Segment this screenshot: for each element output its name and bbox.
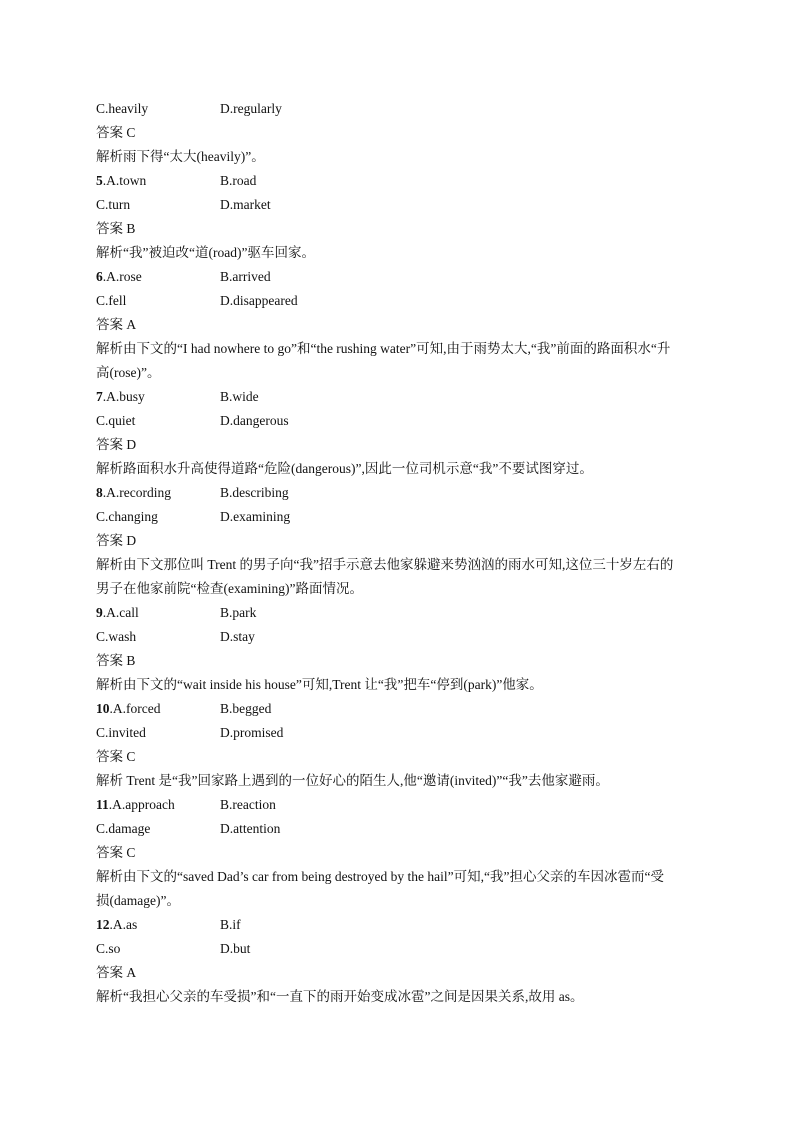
option-b: B.park xyxy=(220,605,257,620)
option-row xyxy=(96,385,706,409)
option-c: C.quiet xyxy=(96,413,136,428)
document-page xyxy=(96,97,706,1009)
option-c: C.wash xyxy=(96,629,137,644)
option-c: C.fell xyxy=(96,293,127,308)
analysis-line: 男子在他家前院“检查(examining)”路面情况。 xyxy=(96,581,363,596)
analysis-line: 解析雨下得“太大(heavily)”。 xyxy=(96,149,265,164)
option-c: C.changing xyxy=(96,509,158,524)
option-b: B.wide xyxy=(220,389,259,404)
option-b: B.if xyxy=(220,917,241,932)
option-b: B.arrived xyxy=(220,269,271,284)
question-number: 5 xyxy=(96,173,103,188)
option-d: D.dangerous xyxy=(220,413,289,428)
option-a: 12.A.as xyxy=(96,917,138,932)
option-row xyxy=(96,169,706,193)
answer-line: 答案 A xyxy=(96,317,137,332)
answer-line: 答案 D xyxy=(96,533,137,548)
option-a: 9.A.call xyxy=(96,605,139,620)
option-c: C.so xyxy=(96,941,121,956)
analysis-line: 解析“我担心父亲的车受损”和“一直下的雨开始变成冰雹”之间是因果关系,故用 as。 xyxy=(96,989,584,1004)
analysis-line: 解析由下文的“wait inside his house”可知,Trent 让“我”把车“停到(park)”他家。 xyxy=(96,677,543,692)
option-a: 6.A.rose xyxy=(96,269,142,284)
answer-line: 答案 D xyxy=(96,437,137,452)
option-c: C.turn xyxy=(96,197,131,212)
option-d: D.regularly xyxy=(220,101,282,116)
question-number: 11 xyxy=(96,797,109,812)
option-row xyxy=(96,937,706,961)
option-row xyxy=(96,625,706,649)
question-number: 10 xyxy=(96,701,110,716)
option-b: B.road xyxy=(220,173,257,188)
option-d: D.attention xyxy=(220,821,281,836)
option-row xyxy=(96,97,706,121)
option-row xyxy=(96,913,706,937)
answer-line: 答案 C xyxy=(96,125,136,140)
option-d: D.but xyxy=(220,941,251,956)
option-b: B.begged xyxy=(220,701,272,716)
answer-line: 答案 C xyxy=(96,845,136,860)
option-c: C.damage xyxy=(96,821,151,836)
answer-line: 答案 A xyxy=(96,965,137,980)
question-number: 8 xyxy=(96,485,103,500)
option-row xyxy=(96,697,706,721)
analysis-line: 解析由下文的“saved Dad’s car from being destroyed by the hail”可知,“我”担心父亲的车因冰雹而“受 xyxy=(96,869,665,884)
option-a: 8.A.recording xyxy=(96,485,171,500)
option-b: B.reaction xyxy=(220,797,276,812)
option-row xyxy=(96,409,706,433)
option-row xyxy=(96,817,706,841)
question-number: 6 xyxy=(96,269,103,284)
question-number: 12 xyxy=(96,917,110,932)
question-number: 9 xyxy=(96,605,103,620)
option-d: D.promised xyxy=(220,725,284,740)
option-row xyxy=(96,265,706,289)
option-row xyxy=(96,505,706,529)
option-row xyxy=(96,601,706,625)
option-row xyxy=(96,289,706,313)
option-b: B.describing xyxy=(220,485,289,500)
analysis-line: 解析路面积水升高使得道路“危险(dangerous)”,因此一位司机示意“我”不要试图穿过。 xyxy=(96,461,593,476)
analysis-line: 解析“我”被迫改“道(road)”驱车回家。 xyxy=(96,245,315,260)
option-row xyxy=(96,193,706,217)
question-number: 7 xyxy=(96,389,103,404)
option-row xyxy=(96,481,706,505)
analysis-line: 解析由下文那位叫 Trent 的男子向“我”招手示意去他家躲避来势汹汹的雨水可知,这位三十岁左右的 xyxy=(96,557,674,572)
option-d: D.examining xyxy=(220,509,291,524)
analysis-line: 高(rose)”。 xyxy=(96,365,161,380)
option-row xyxy=(96,793,706,817)
option-a: 5.A.town xyxy=(96,173,147,188)
answer-line: 答案 B xyxy=(96,221,136,236)
option-a: 11.A.approach xyxy=(96,797,175,812)
analysis-line: 解析 Trent 是“我”回家路上遇到的一位好心的陌生人,他“邀请(invited)”“我”去他家避雨。 xyxy=(96,773,609,788)
answer-line: 答案 C xyxy=(96,749,136,764)
analysis-line: 损(damage)”。 xyxy=(96,893,180,908)
option-a: 7.A.busy xyxy=(96,389,145,404)
option-row xyxy=(96,721,706,745)
option-a: 10.A.forced xyxy=(96,701,161,716)
option-d: D.market xyxy=(220,197,271,212)
option-d: D.stay xyxy=(220,629,255,644)
answer-line: 答案 B xyxy=(96,653,136,668)
analysis-line: 解析由下文的“I had nowhere to go”和“the rushing water”可知,由于雨势太大,“我”前面的路面积水“升 xyxy=(96,341,671,356)
option-d: D.disappeared xyxy=(220,293,298,308)
option-c: C.heavily xyxy=(96,101,149,116)
option-c: C.invited xyxy=(96,725,146,740)
